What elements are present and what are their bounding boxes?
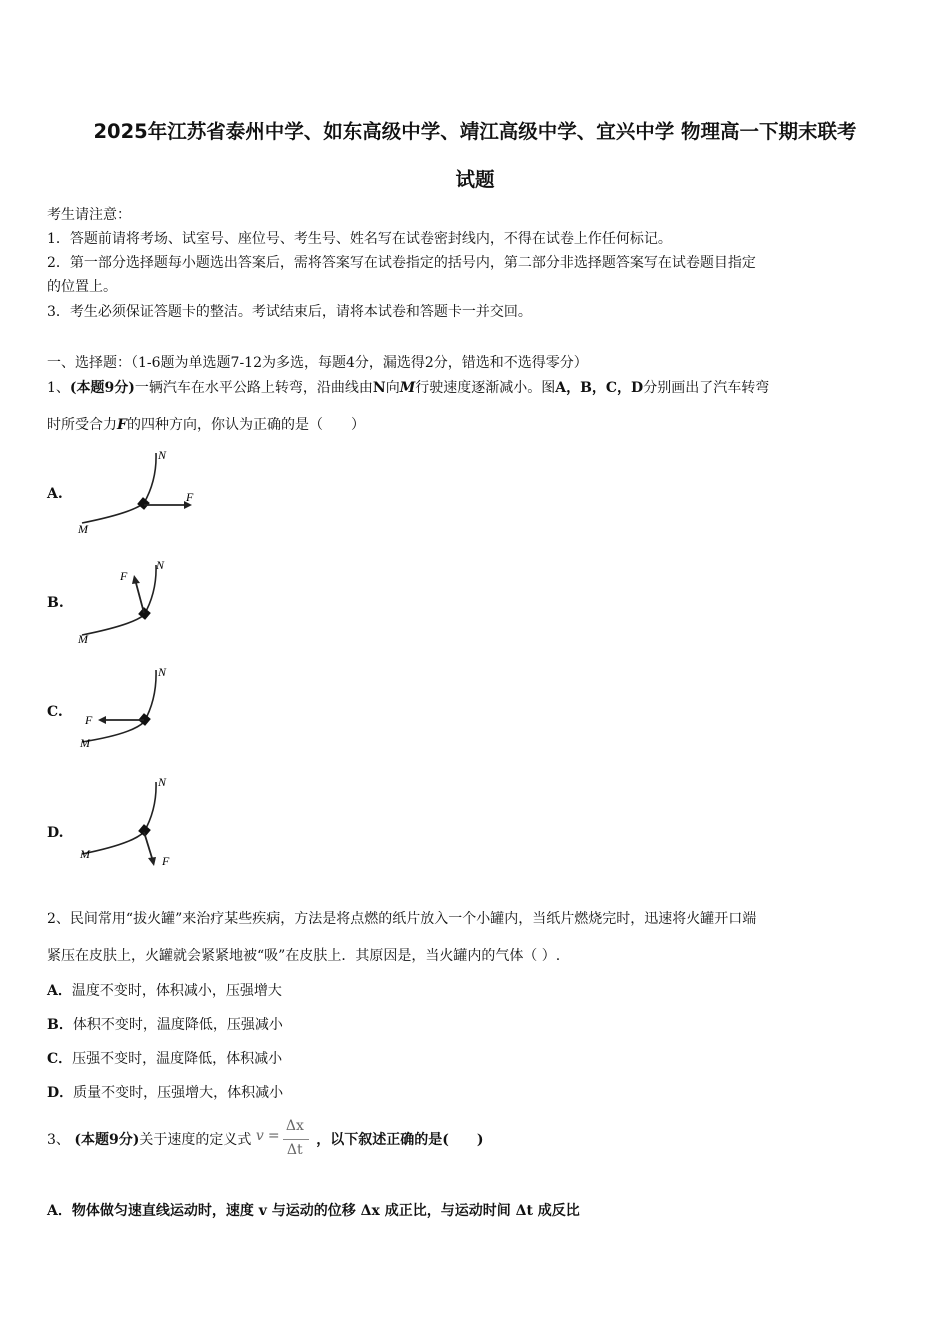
q1-text: 行驶速度逐渐减小。图 bbox=[415, 380, 556, 396]
notice-item-1: 1．答题前请将考场、试室号、座位号、考生号、姓名写在试卷密封线内，不得在试卷上作任何标记。 bbox=[47, 231, 672, 247]
q1-text: 的四种方向，你认为正确的是（ ） bbox=[126, 417, 365, 433]
q2-option-text: 压强不变时，温度降低，体积减小 bbox=[72, 1051, 283, 1067]
notice-heading: 考生请注意： bbox=[47, 207, 131, 223]
q2-option-text: 体积不变时，温度降低，压强减小 bbox=[72, 1017, 283, 1033]
velocity-formula bbox=[256, 1118, 312, 1162]
q1-text: 向 bbox=[385, 380, 400, 396]
formula-eq: = bbox=[267, 1128, 280, 1144]
q1-figure-b bbox=[72, 555, 212, 650]
q2-option-label: A． bbox=[47, 983, 72, 999]
label-f: F bbox=[120, 569, 128, 583]
q2-option-label: B． bbox=[47, 1017, 73, 1033]
q2-line2: 紧压在皮肤上，火罐就会紧紧地被“吸”在皮肤上．其原因是，当火罐内的气体（ ）. bbox=[47, 948, 561, 964]
q1-text: 一辆汽车在水平公路上转弯，沿曲线由 bbox=[134, 380, 373, 396]
q2-option-d[interactable] bbox=[47, 1082, 283, 1102]
section-heading: 一、选择题：（1-6题为单选题7-12为多选，每题4分，漏选得2分，错选和不选得零分） bbox=[47, 355, 588, 371]
notice-item-3: 3．考生必须保证答题卡的整洁。考试结束后，请将本试卷和答题卡一并交回。 bbox=[47, 304, 532, 320]
label-n: N bbox=[156, 558, 165, 572]
q1-figure-a bbox=[72, 445, 212, 540]
q3-option-label: A． bbox=[47, 1203, 72, 1219]
q1-line1 bbox=[47, 377, 769, 397]
notice-item-2-cont: 的位置上。 bbox=[47, 279, 117, 295]
q1-m: M bbox=[399, 380, 416, 396]
label-f: F bbox=[162, 854, 170, 868]
q1-f: F bbox=[117, 417, 127, 433]
label-m: M bbox=[80, 736, 90, 750]
label-n: N bbox=[158, 775, 167, 789]
q3-score: (本题9分) bbox=[74, 1132, 140, 1148]
q1-text: 时所受合力 bbox=[47, 417, 117, 433]
q3-text: ，以下叙述正确的是( ) bbox=[316, 1132, 484, 1148]
q2-option-a[interactable] bbox=[47, 980, 282, 1000]
label-f: F bbox=[85, 713, 93, 727]
q2-option-c[interactable] bbox=[47, 1048, 282, 1068]
q1-option-c-label[interactable]: C. bbox=[47, 704, 63, 720]
notice-item-2: 2．第一部分选择题每小题选出答案后，需将答案写在试卷指定的括号内，第二部分非选择题答案写在试卷题目指定 bbox=[47, 255, 756, 271]
q1-figure-d bbox=[72, 772, 212, 872]
label-n: N bbox=[158, 448, 167, 462]
q2-option-label: D． bbox=[47, 1085, 74, 1101]
label-m: M bbox=[80, 847, 90, 861]
q3-line1 bbox=[47, 1118, 484, 1162]
label-n: N bbox=[158, 665, 167, 679]
q1-score: (本题9分) bbox=[69, 380, 135, 396]
q3-number: 3、 bbox=[47, 1132, 70, 1148]
formula-numerator: Δx bbox=[285, 1118, 304, 1134]
q1-text: 分别画出了汽车转弯 bbox=[643, 380, 770, 396]
q1-option-d-label[interactable]: D. bbox=[47, 825, 64, 841]
fraction-bar bbox=[283, 1139, 309, 1140]
q3-option-a[interactable] bbox=[47, 1200, 580, 1220]
q2-option-text: 质量不变时，压强增大，体积减小 bbox=[73, 1085, 284, 1101]
q1-line2 bbox=[47, 414, 365, 434]
q1-option-b-label[interactable]: B. bbox=[47, 595, 64, 611]
q1-option-a-label[interactable]: A. bbox=[47, 486, 63, 502]
q2-option-b[interactable] bbox=[47, 1014, 283, 1034]
page-title-cont: 试题 bbox=[455, 168, 495, 191]
page-title: 2025年江苏省泰州中学、如东高级中学、靖江高级中学、宜兴中学 物理高一下期末联考 bbox=[93, 120, 857, 143]
q1-number: 1、 bbox=[47, 380, 70, 396]
q1-abcd: A，B，C，D bbox=[555, 380, 644, 396]
q2-option-text: 温度不变时，体积减小，压强增大 bbox=[71, 983, 282, 999]
q2-line1: 2、民间常用“拔火罐”来治疗某些疾病，方法是将点燃的纸片放入一个小罐内，当纸片燃烧完时，迅速将火罐开口端 bbox=[47, 911, 757, 927]
q1-figure-c bbox=[72, 662, 212, 757]
q1-n: N bbox=[372, 380, 386, 396]
formula-denominator: Δt bbox=[286, 1142, 303, 1158]
formula-v: v bbox=[255, 1128, 264, 1144]
label-f: F bbox=[186, 490, 194, 504]
label-m: M bbox=[78, 632, 88, 646]
label-m: M bbox=[78, 522, 88, 536]
q2-option-label: C． bbox=[47, 1051, 73, 1067]
q3-option-text: 物体做匀速直线运动时，速度 v 与运动的位移 Δx 成正比，与运动时间 Δt 成反比 bbox=[71, 1203, 580, 1219]
q3-text: 关于速度的定义式 bbox=[139, 1132, 252, 1148]
